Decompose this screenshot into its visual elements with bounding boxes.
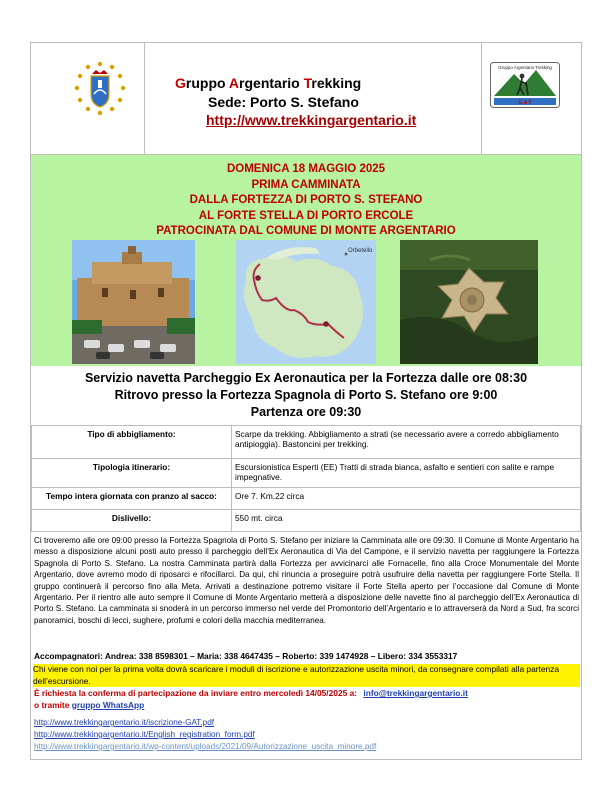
detail-value-itinerary: Escursionistica Esperti (EE) Tratti di strada bianca, asfalto e sentieri con salite e rampe impegnative. — [232, 459, 581, 488]
minor-authorization-link[interactable]: http://www.trekkingargentario.it/wp-content/uploads/2021/09/Autorizzazione_uscita_minore.pdf — [34, 742, 377, 751]
detail-label-itinerary: Tipologia itinerario: — [32, 459, 232, 488]
table-row — [32, 459, 581, 488]
event-date: DOMENICA 18 MAGGIO 2025 — [226, 163, 386, 175]
fortezza-photo — [72, 240, 195, 364]
detail-value-elevation: 550 mt. circa — [232, 510, 581, 532]
coat-of-arms-logo — [70, 60, 130, 118]
table-row — [32, 510, 581, 532]
gat-logo-text: Gruppo Argentario Trekking — [498, 65, 552, 70]
org-sede: Sede: Porto S. Stefano — [208, 94, 359, 110]
gat-logo-letters: G A T — [518, 100, 532, 106]
detail-label-elevation: Dislivello: — [32, 510, 232, 532]
departure-info: Partenza ore 09:30 — [250, 405, 362, 419]
org-title — [175, 75, 361, 91]
gat-logo — [490, 62, 560, 108]
whatsapp-prefix: o tramite — [34, 699, 70, 710]
detail-label-duration: Tempo intera giornata con pranzo al sacco: — [32, 488, 232, 510]
title-initial-t: T — [303, 75, 312, 91]
title-rest-a: rgentario — [239, 75, 304, 91]
route-map — [236, 240, 376, 364]
details-table — [31, 425, 581, 532]
english-registration-link[interactable]: http://www.trekkingargentario.it/English_registration_form.pdf — [34, 730, 255, 739]
title-rest-t: rekking — [311, 75, 362, 91]
detail-label-clothing: Tipo di abbigliamento: — [32, 426, 232, 459]
first-time-notice: Chi viene con noi per la prima volta dovrà scaricare i moduli di iscrizione e autorizzazione uscita minori, da consegnare compilati alla partenza dell’escursione. — [33, 664, 580, 687]
event-from: DALLA FORTEZZA DI PORTO S. STEFANO — [189, 194, 423, 206]
whatsapp-group-link[interactable]: gruppo WhatsApp — [71, 699, 145, 710]
table-row — [32, 426, 581, 459]
title-initial-g: G — [175, 75, 186, 91]
email-link[interactable]: info@trekkingargentario.it — [363, 688, 468, 698]
title-initial-a: A — [228, 75, 240, 91]
title-rest-g: ruppo — [185, 75, 229, 91]
detail-value-clothing: Scarpe da trekking. Abbigliamento a strati (se necessario avere a corredo abbigliamento antipioggia). Bastoncini per trekking. — [232, 426, 581, 459]
table-row — [32, 488, 581, 510]
guides-contacts: Accompagnatori: Andrea: 338 8598301 – Maria: 338 4647435 – Roberto: 339 1474928 – Libero: 334 3553317 — [34, 651, 458, 661]
event-title-block — [31, 162, 581, 240]
meeting-info: Ritrovo presso la Fortezza Spagnola di Porto S. Stefano ore 9:00 — [114, 388, 498, 402]
document-links — [34, 717, 376, 753]
detail-value-duration: Ore 7. Km.22 circa — [232, 488, 581, 510]
event-patronage: PATROCINATA DAL COMUNE DI MONTE ARGENTARIO — [156, 225, 456, 237]
event-subtitle: PRIMA CAMMINATA — [251, 178, 361, 191]
map-label-orbetello: Orbetello — [348, 248, 373, 254]
logistics-info — [31, 370, 581, 421]
shuttle-info: Servizio navetta Parcheggio Ex Aeronautica per la Fortezza dalle ore 08:30 — [84, 371, 528, 385]
org-website-link[interactable]: http://www.trekkingargentario.it — [206, 112, 417, 128]
registration-form-link[interactable]: http://www.trekkingargentario.it/iscrizione-GAT.pdf — [34, 718, 215, 727]
forte-stella-photo — [400, 240, 538, 364]
description-paragraph: Ci troveremo alle ore 09:00 presso la Fortezza Spagnola di Porto S. Stefano per iniziare la Camminata alle ore 09:30. Il Comune di Monte Argentario ha messo a disposizione alcuni posti auto presso il parcheggio dell’Ex Aeronautica di Via del Campone, e il servizio navetta per raggiungere la Fortezza Spagnola di Porto S. Stefano. La nostra Camminata partirà dalla Fortezza per avvicinarci alle Fornacelle, fino alla Croce Monumentale del Monte Argentario, dove avremo modo di riposarci e rifocillarci. Da qui, chi rinuncia a proseguire potrà usufruire della navetta per raggiungere Forte Stella. Il gruppo continuerà il percorso fino alla Meta. Arrivati a destinazione potremo visitare il Forte Stella aperto per l’occasione dal Comune di Monte Argentario. Per il rientro alle auto sempre il Comune di Monte Argentario metterà a disposizione delle navette fino al parcheggio dell’Ex Aeronautica di Porto S. Stefano. La camminata si snoderà in un percorso immerso nel verde del Promontorio dell’Argentario e lo attraverserà da Nord a Sud, fra scorci panoramici, boschi di lecci, sughere, profumi e colori della macchia mediterranea. — [34, 536, 579, 625]
confirmation-block — [34, 688, 579, 711]
event-to: AL FORTE STELLA DI PORTO ERCOLE — [198, 209, 414, 222]
confirmation-text: È richiesta la conferma di partecipazione da inviare entro mercoledì 14/05/2025 a: — [34, 688, 358, 698]
